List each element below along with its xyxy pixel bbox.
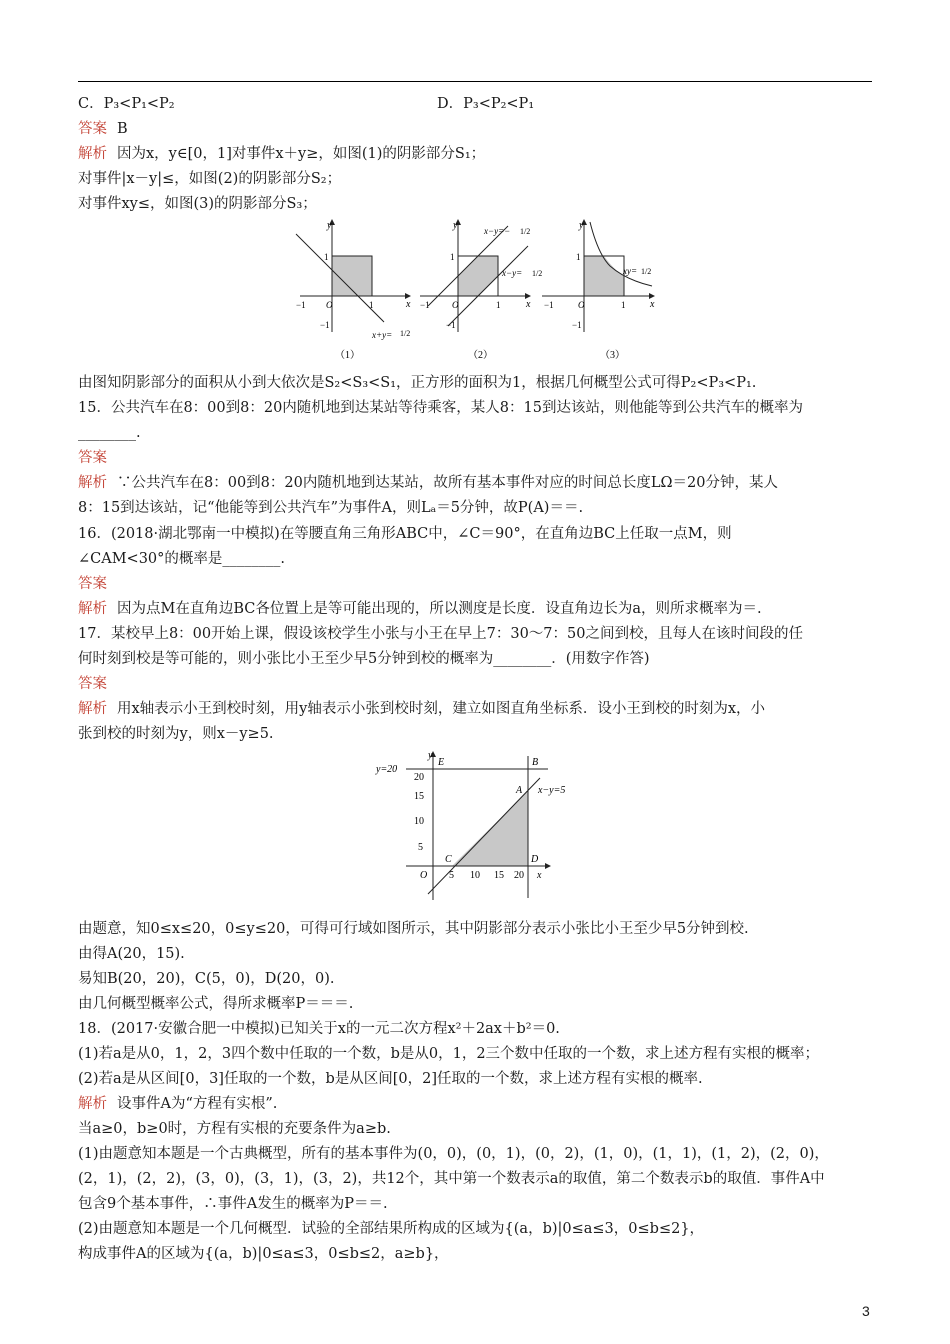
origin-o: O bbox=[420, 870, 428, 881]
answer-label: 答案 bbox=[78, 576, 107, 592]
y-tick-10: 10 bbox=[414, 816, 424, 827]
fig3-y-label: y bbox=[579, 220, 584, 231]
analysis-label: 解析 bbox=[78, 146, 107, 162]
q18-stem2: (1)若a是从0，1，2，3四个数中任取的一个数，b是从0，1，2三个数中任取的一个数，求上述方程有实根的概率； bbox=[78, 1046, 820, 1062]
fig4-line-label: x−y=5 bbox=[538, 785, 566, 796]
fig2-lower-frac: 1/2 bbox=[532, 269, 543, 278]
page-number: 3 bbox=[862, 1303, 870, 1319]
coordinate-figure bbox=[370, 748, 566, 908]
q14-line2: 对事件|x－y|≤，如图(2)的阴影部分S₂； bbox=[78, 171, 342, 187]
point-b: B bbox=[532, 757, 539, 768]
fig3-x-label: x bbox=[650, 299, 655, 310]
fig1-tick-yneg: −1 bbox=[320, 320, 330, 330]
q14-analysis-line bbox=[78, 144, 485, 164]
fig1-frac: 1/2 bbox=[400, 329, 411, 338]
q14-answer-line bbox=[78, 119, 128, 139]
q14-conclusion: 由图知阴影部分的面积从小到大依次是S₂<S₃<S₁，正方形的面积为1，根据几何概型公式可得P₂<P₃<P₁. bbox=[78, 375, 757, 391]
x-tick-20: 20 bbox=[514, 870, 524, 881]
q16-analysis-line bbox=[78, 599, 762, 619]
fig3-tick-xneg: −1 bbox=[544, 300, 554, 310]
q17-after-l1: 由题意，知0≤x≤20，0≤y≤20，可得可行域如图所示，其中阴影部分表示小张比小王至少早5分钟到校. bbox=[78, 921, 749, 937]
header-rule bbox=[78, 81, 872, 82]
point-c: C bbox=[445, 854, 452, 865]
q18-l7: 构成事件A的区域为{(a，b)|0≤a≤3，0≤b≤2，a≥b}， bbox=[78, 1246, 449, 1262]
fig3-frac: 1/2 bbox=[641, 267, 652, 276]
q17-analysis2: 张到校的时刻为y，则x－y≥5. bbox=[78, 726, 274, 742]
y-tick-20: 20 bbox=[414, 772, 424, 783]
q18-l5: 包含9个基本事件，∴事件A发生的概率为P＝＝. bbox=[78, 1196, 388, 1212]
q18-stem1: 18．(2017·安徽合肥一中模拟)已知关于x的一元二次方程x²＋2ax＋b²＝0. bbox=[78, 1021, 560, 1037]
q17-answer-line bbox=[78, 674, 117, 694]
fig1-x-label: x bbox=[406, 299, 411, 310]
q18-l6: (2)由题意知本题是一个几何概型．试验的全部结果所构成的区域为{(a，b)|0≤a≤3，0≤b≤2}， bbox=[78, 1221, 705, 1237]
fig4-y20-label: y=20 bbox=[376, 764, 398, 775]
fig2-tick-x1: 1 bbox=[496, 300, 501, 310]
y-tick-5: 5 bbox=[418, 842, 423, 853]
q16-stem2: ∠CAM<30°的概率是________. bbox=[78, 551, 286, 567]
q17-after-l4: 由几何概型概率公式，得所求概率P＝＝＝. bbox=[78, 996, 354, 1012]
fig1-origin: O bbox=[326, 300, 333, 310]
figure-1 bbox=[296, 220, 411, 361]
fig2-origin: O bbox=[452, 300, 459, 310]
figure-2 bbox=[420, 220, 542, 361]
q18-stem3: (2)若a是从区间[0，3]任取的一个数，b是从区间[0，2]任取的一个数，求上述方程有实根的概率. bbox=[78, 1071, 703, 1087]
fig3-curve-label: xy= bbox=[623, 266, 638, 276]
fig3-caption: （3） bbox=[600, 350, 625, 361]
q15-analysis-text: ∵公共汽车在8：00到8：20内随机地到达某站，故所有基本事件对应的时间总长度LΩ＝20分钟，某人 bbox=[117, 475, 778, 491]
analysis-label: 解析 bbox=[78, 1096, 107, 1112]
q17-after-l2: 由得A(20，15). bbox=[78, 946, 185, 962]
fig1-line-label: x+y= bbox=[372, 330, 393, 340]
fig3-tick-yneg: −1 bbox=[572, 320, 582, 330]
answer-label: 答案 bbox=[78, 676, 107, 692]
point-e: E bbox=[438, 757, 445, 768]
option-c: C．P₃<P₁<P₂ bbox=[78, 96, 175, 112]
q17-analysis-line bbox=[78, 699, 765, 719]
analysis-label: 解析 bbox=[78, 475, 107, 491]
option-d: D．P₃<P₂<P₁ bbox=[437, 96, 535, 112]
fig3-tick-y1: 1 bbox=[576, 252, 581, 262]
fig3-shaded-region bbox=[584, 256, 624, 296]
q17-stem1: 17．某校早上8：00开始上课，假设该校学生小张与小王在早上7：30～7：50之间到校，且每人在该时间段的任 bbox=[78, 626, 803, 642]
fig2-upper-frac: 1/2 bbox=[520, 227, 531, 236]
fig4-x-label: x bbox=[537, 870, 542, 881]
q15-answer-line bbox=[78, 448, 117, 468]
q16-stem1: 16．(2018·湖北鄂南一中模拟)在等腰直角三角形ABC中，∠C＝90°，在直角边BC上任取一点M，则 bbox=[78, 526, 732, 542]
x-tick-5: 5 bbox=[449, 870, 454, 881]
analysis-label: 解析 bbox=[78, 701, 107, 717]
q15-analysis2: 8：15到达该站，记“他能等到公共汽车”为事件A，则Lₐ＝5分钟，故P(A)＝＝. bbox=[78, 500, 584, 516]
answer-label: 答案 bbox=[78, 450, 107, 466]
fig1-tick-x1: 1 bbox=[369, 300, 374, 310]
q14-answer-value: B bbox=[117, 121, 128, 137]
q14-line3: 对事件xy≤，如图(3)的阴影部分S₃； bbox=[78, 196, 317, 212]
answer-label: 答案 bbox=[78, 121, 107, 137]
fig4-y-label: y bbox=[428, 750, 433, 761]
q17-after-l3: 易知B(20，20)，C(5，0)，D(20，0). bbox=[78, 971, 335, 987]
fig2-x-label: x bbox=[526, 299, 531, 310]
point-d: D bbox=[531, 854, 539, 865]
fig3-tick-x1: 1 bbox=[621, 300, 626, 310]
q17-stem2: 何时刻到校是等可能的，则小张比小王至少早5分钟到校的概率为________．(用数字作答) bbox=[78, 651, 650, 667]
q18-l3: (1)由题意知本题是一个古典概型，所有的基本事件为(0，0)，(0，1)，(0，2)，(1，0)，(1，1)，(1，2)，(2，0)， bbox=[78, 1146, 829, 1162]
q15-stem1: 15．公共汽车在8：00到8：20内随机地到达某站等待乘客，某人8：15到达该站，则他能等到公共汽车的概率为 bbox=[78, 400, 803, 416]
fig1-caption: （1） bbox=[335, 350, 360, 361]
fig2-lower-label: x−y= bbox=[502, 268, 523, 278]
fig1-y-label: y bbox=[327, 220, 332, 231]
fig1-tick-xneg: −1 bbox=[296, 300, 306, 310]
q15-analysis-line bbox=[78, 473, 778, 493]
q18-l2: 当a≥0，b≥0时，方程有实根的充要条件为a≥b. bbox=[78, 1121, 391, 1137]
fig1-tick-y1: 1 bbox=[324, 252, 329, 262]
x-tick-15: 15 bbox=[494, 870, 504, 881]
q16-analysis-text: 因为点M在直角边BC各位置上是等可能出现的，所以测度是长度．设直角边长为a，则所求概率为＝. bbox=[117, 601, 762, 617]
fig2-tick-yneg: −1 bbox=[446, 320, 456, 330]
analysis-label: 解析 bbox=[78, 601, 107, 617]
fig2-tick-xneg: −1 bbox=[420, 300, 430, 310]
q17-analysis-text: 用x轴表示小王到校时刻，用y轴表示小张到校时刻，建立如图直角坐标系．设小王到校的时刻为x，小 bbox=[117, 701, 766, 717]
q18-analysis-line bbox=[78, 1094, 277, 1114]
y-tick-15: 15 bbox=[414, 791, 424, 802]
q18-l4: (2，1)，(2，2)，(3，0)，(3，1)，(3，2)，共12个，其中第一个数表示a的取值，第二个数表示b的取值．事件A中 bbox=[78, 1171, 825, 1187]
x-tick-10: 10 bbox=[470, 870, 480, 881]
fig3-origin: O bbox=[578, 300, 585, 310]
fig2-caption: （2） bbox=[468, 350, 493, 361]
q18-analysis-text: 设事件A为“方程有实根”. bbox=[117, 1096, 278, 1112]
figure-3 bbox=[542, 220, 655, 361]
q14-analysis-text: 因为x，y∈[0，1]对事件x＋y≥，如图(1)的阴影部分S₁； bbox=[117, 146, 486, 162]
fig2-upper-label: x−y=− bbox=[484, 226, 511, 236]
fig2-y-label: y bbox=[453, 220, 458, 231]
point-a: A bbox=[516, 785, 523, 796]
figures-row bbox=[280, 212, 670, 364]
q15-stem2: ________. bbox=[78, 425, 141, 441]
q16-answer-line bbox=[78, 574, 117, 594]
fig2-tick-y1: 1 bbox=[450, 252, 455, 262]
